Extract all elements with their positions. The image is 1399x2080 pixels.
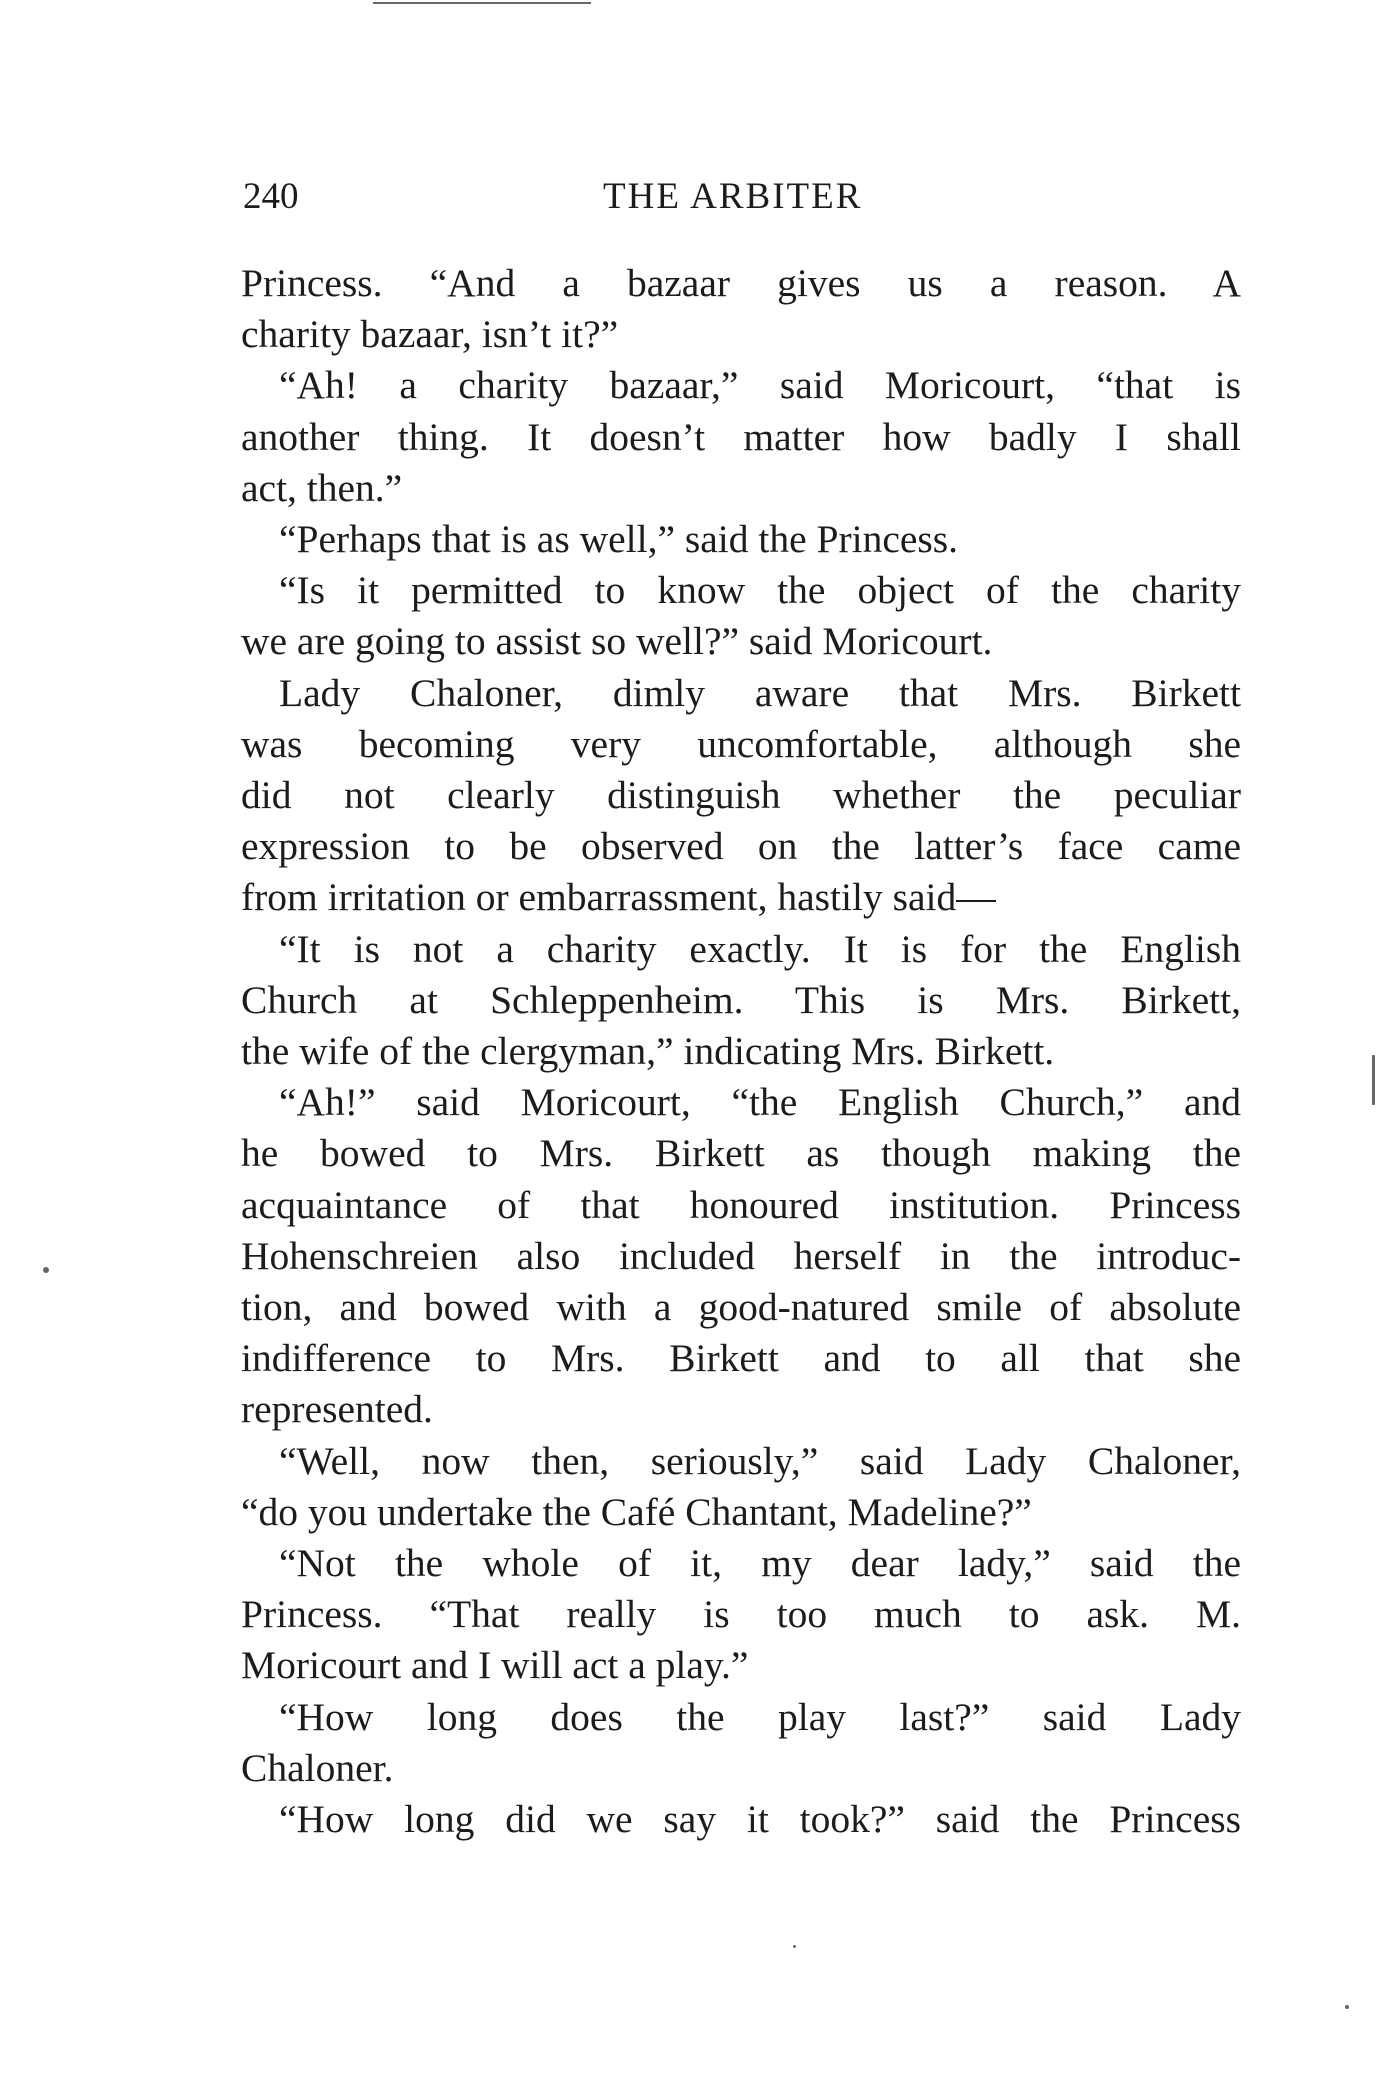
- text-line: “Perhaps that is as well,” said the Princess.: [279, 517, 959, 562]
- body-text: [241, 258, 1241, 1845]
- text-line: acquaintance of that honoured institution. Princess: [241, 1182, 1241, 1227]
- text-line: Princess. “And a bazaar gives us a reason. A: [241, 261, 1241, 305]
- scan-speck: [1345, 2005, 1349, 2009]
- scan-speck: [793, 1945, 796, 1948]
- text-line: expression to be observed on the latter’s face came: [241, 824, 1241, 869]
- text-line: Lady Chaloner, dimly aware that Mrs. Birkett: [279, 670, 1241, 715]
- text-line: act, then.”: [241, 465, 403, 510]
- text-line: he bowed to Mrs. Birkett as though making the: [241, 1131, 1241, 1176]
- top-rule: [373, 2, 591, 4]
- text-line: Princess. “That really is too much to ask. M.: [241, 1592, 1241, 1637]
- text-line: we are going to assist so well?” said Moricourt.: [241, 619, 993, 664]
- text-line: Chaloner.: [241, 1745, 394, 1790]
- scan-speck: [43, 1267, 49, 1273]
- scan-speck: [1372, 1055, 1375, 1105]
- page-header: [243, 175, 1243, 225]
- text-line: “Ah! a charity bazaar,” said Moricourt, “that is: [279, 363, 1241, 408]
- text-line: from irritation or embarrassment, hastily said—: [241, 875, 996, 920]
- text-line: represented.: [241, 1387, 433, 1432]
- text-line: “Ah!” said Moricourt, “the English Church,” and: [279, 1080, 1241, 1125]
- running-title: THE ARBITER: [603, 176, 863, 217]
- text-line: “do you undertake the Café Chantant, Madeline?”: [241, 1489, 1032, 1534]
- text-line: Moricourt and I will act a play.”: [241, 1643, 749, 1688]
- text-line: the wife of the clergyman,” indicating Mrs. Birkett.: [241, 1029, 1055, 1074]
- text-line: “How long does the play last?” said Lady: [279, 1694, 1241, 1739]
- text-line: did not clearly distinguish whether the peculiar: [241, 773, 1241, 818]
- text-line: indifference to Mrs. Birkett and to all that she: [241, 1336, 1241, 1381]
- text-line: Hohenschreien also included herself in the introduc-: [241, 1233, 1241, 1278]
- text-line: charity bazaar, isn’t it?”: [241, 312, 619, 357]
- text-line: another thing. It doesn’t matter how badly I shall: [241, 414, 1241, 459]
- text-line: Church at Schleppenheim. This is Mrs. Birkett,: [241, 977, 1241, 1022]
- text-line: “Well, now then, seriously,” said Lady Chaloner,: [279, 1438, 1241, 1483]
- text-line: was becoming very uncomfortable, although she: [241, 721, 1241, 766]
- text-line: tion, and bowed with a good-natured smile of absolute: [241, 1285, 1241, 1330]
- text-line: “Is it permitted to know the object of the charity: [279, 568, 1241, 613]
- page-number: 240: [243, 176, 299, 217]
- text-line: “How long did we say it took?” said the Princess: [279, 1797, 1241, 1842]
- text-line: “It is not a charity exactly. It is for the English: [279, 926, 1241, 971]
- text-line: “Not the whole of it, my dear lady,” said the: [279, 1541, 1241, 1586]
